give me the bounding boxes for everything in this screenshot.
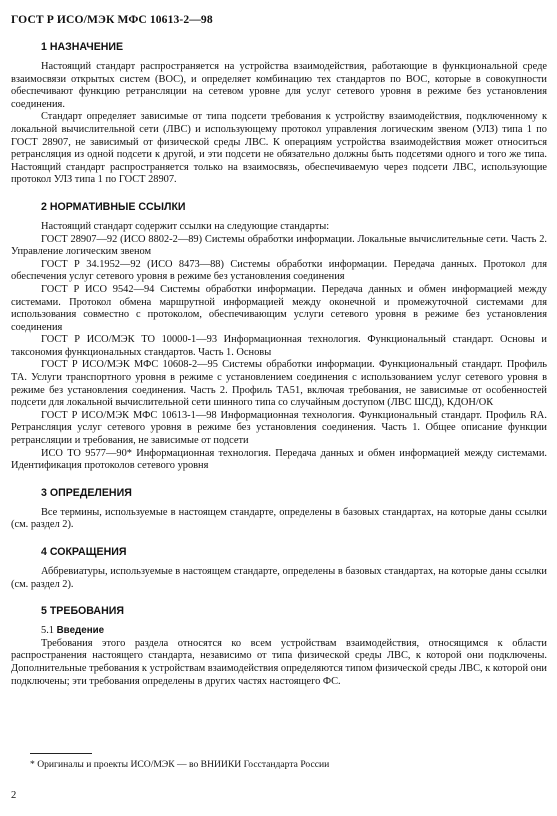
section-title: 2 НОРМАТИВНЫЕ ССЫЛКИ [41,200,186,213]
section-definitions [11,487,547,532]
paragraph: Требования этого раздела относятся ко всем устройствам взаимодействия, относящимся к области распространения настоящего стандарта, независимо от типа физической среды ЛВС, к которой они подключены. Дополнительные требования к устройствам взаимодействия определяются типом физической среды ЛВС, к которой они подключены; эти требования определены в других частях настоящего ФС. [11,637,547,687]
section-title: 3 ОПРЕДЕЛЕНИЯ [41,486,132,499]
reference-item: ГОСТ Р ИСО/МЭК ТО 10000-1—93 Информационная технология. Функциональный стандарт. Основы и таксономия функциональных стандартов. Часть 1. Основы [11,334,547,358]
section-requirements [11,605,547,688]
footnote: * Оригиналы и проекты ИСО/МЭК — во ВНИИКИ Госстандарта России [30,759,330,770]
reference-item: ГОСТ Р 34.1952—92 (ИСО 8473—88) Системы обработки информации. Передача данных. Протокол для обеспечения услуг сетевого уровня в режиме без установления соединения [11,258,547,283]
reference-item: ГОСТ Р ИСО 9542—94 Системы обработки информации. Передача данных и обмен информацией между системами. Протокол обмена маршрутной информацией между оконечной и промежуточной системами для использования совместно с протоколом, обеспечивающим услуги сетевого уровня в режиме без установления соединения [11,283,547,333]
subsection-heading [41,625,547,638]
page-number: 2 [11,790,17,801]
section-abbreviations [11,546,547,591]
footnote-divider [30,753,92,754]
paragraph: Стандарт определяет зависимые от типа подсети требования к устройству взаимодействия, подключенному к локальной вычислительной сети (ЛВС) и использующему протокол управления логическим звеном (УЛЗ) типа 1 по ГОСТ 28907, не зависимый от физической среды ЛВС. К операциям устройства взаимодействия может относиться ретрансляция из одной подсети к другой, и эти подсети не обязательно должны быть подсетями одного и того же типа. Настоящий стандарт распространяется только на взаимосвязь, обеспечиваемую через подсети ЛВС, использующие протокол УЛЗ типа 1 по ГОСТ 28907. [11,111,547,186]
reference-item: ИСО ТО 9577—90* Информационная технология. Передача данных и обмен информацией между системами. Идентификация протоколов сетевого уровня [11,447,547,472]
document-body [11,41,547,688]
reference-item: ГОСТ Р ИСО/МЭК МФС 10613-1—98 Информационная технология. Функциональный стандарт. Профиль RA. Ретрансляция услуг сетевого уровня в режиме без установления соединения. Часть 1. Общее описание функции ретрансляции и требования, не зависимые от подсети [11,409,547,447]
document-header: ГОСТ Р ИСО/МЭК МФС 10613-2—98 [11,13,213,26]
subsection-title: Введение [56,625,105,637]
reference-item: ГОСТ 28907—92 (ИСО 8802-2—89) Системы обработки информации. Локальные вычислительные сети. Часть 2. Управление логическим звеном [11,233,547,258]
paragraph: Аббревиатуры, используемые в настоящем стандарте, определены в базовых стандартах, на которые даны ссылки (см. раздел 2). [11,566,547,590]
reference-item: ГОСТ Р ИСО/МЭК МФС 10608-2—95 Системы обработки информации. Функциональный стандарт. Профиль ТА. Услуги транспортного уровня в режиме с установлением соединения с использованием услуг сетевого уровня в режиме без установления соединения. Часть 2. Профиль ТА51, включая требования, не зависимые от особенностей подсети для локальной вычислительной сети шинного типа со случайным доступом (ЛВС ШСД), КДОН/ОК [11,359,547,409]
section-references [11,201,547,473]
section-title: 4 СОКРАЩЕНИЯ [41,546,127,558]
section-purpose [11,41,547,187]
section-title: 1 НАЗНАЧЕНИЕ [41,41,124,53]
paragraph: Настоящий стандарт распространяется на устройства взаимодействия, работающие в функциональной среде взаимосвязи открытых систем (ВОС), и определяет комбинацию тех стандартов по ВОС, которые в совокупности обеспечивают функцию ретрансляции на сетевом уровне для услуг сетевого уровня в режиме без установления соединения. [11,61,547,110]
paragraph: Все термины, используемые в настоящем стандарте, определены в базовых стандартах, на которые даны ссылки (см. раздел 2). [11,506,547,531]
section-title: 5 ТРЕБОВАНИЯ [41,605,124,618]
subsection-number: 5.1 [41,625,54,637]
paragraph: Настоящий стандарт содержит ссылки на следующие стандарты: [41,220,330,232]
